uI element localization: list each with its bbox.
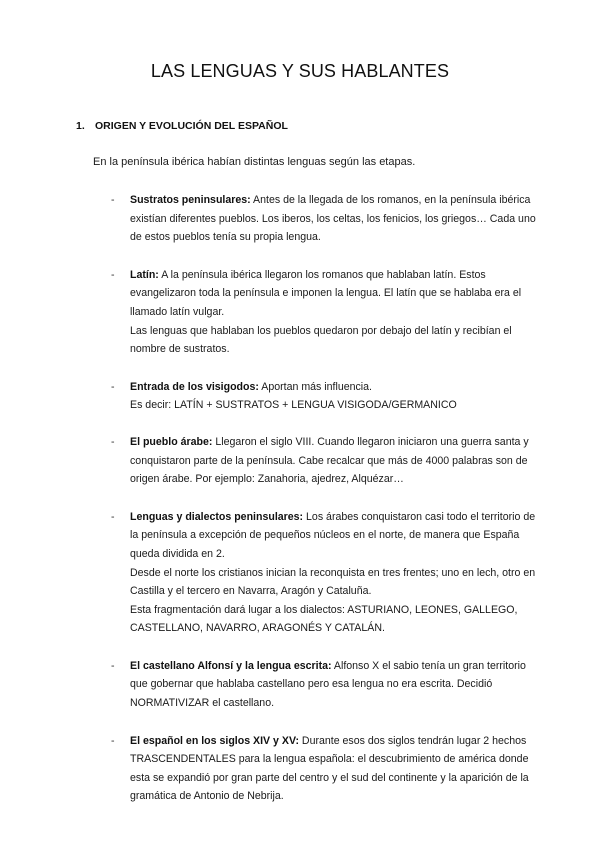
bullet-dash: - — [111, 734, 115, 747]
bullet-extra-paragraph: Desde el norte los cristianos inician la reconquista en tres frentes; uno en lech, otro en Castilla y el tercero en Navarra, Aragón y Cataluña. — [130, 566, 536, 598]
bullet-dash: - — [111, 510, 115, 523]
bullet-term: Latín: — [130, 268, 159, 281]
bullet-dash: - — [111, 435, 115, 448]
list-item — [111, 508, 543, 638]
section-number: 1. — [76, 120, 85, 132]
bullet-paragraph — [130, 191, 543, 247]
bullet-text: Aportan más influencia. — [258, 380, 372, 393]
bullet-text: A la península ibérica llegaron los romanos que hablaban latín. Estos evangelizaron toda la península e imponen la lengua. El latín que se hablaba era el llamado latín vulgar. — [130, 268, 522, 318]
list-item — [111, 266, 543, 359]
section-title: ORIGEN Y EVOLUCIÓN DEL ESPAÑOL — [95, 120, 288, 132]
bullet-term: El pueblo árabe: — [130, 435, 213, 448]
section-heading — [76, 120, 288, 132]
list-item — [111, 378, 543, 415]
bullet-text: Durante esos dos siglos tendrán lugar 2 hechos TRASCENDENTALES para la lengua española: el descubrimiento de américa donde esta se expandió por gran parte del centro y el sud del continente y la aparición de la gramática de Antonio de Nebrija. — [130, 734, 529, 803]
bullet-term: El español en los siglos XIV y XV: — [130, 734, 299, 747]
list-item — [111, 732, 543, 806]
bullet-text: Alfonso X el sabio tenía un gran territorio que gobernar que hablaba castellano pero esa lengua no era escrita. Decidió NORMATIVIZAR el castellano. — [130, 659, 526, 710]
bullet-list — [111, 191, 543, 806]
bullet-dash: - — [111, 659, 115, 672]
document-title: LAS LENGUAS Y SUS HABLANTES — [150, 61, 450, 81]
bullet-paragraph — [130, 732, 543, 806]
bullet-extra-paragraph: Esta fragmentación dará lugar a los dialectos: ASTURIANO, LEONES, GALLEGO, CASTELLANO, NAVARRO, ARAGONÉS Y CATALÁN. — [130, 603, 518, 635]
bullet-extra-paragraph: Las lenguas que hablaban los pueblos quedaron por debajo del latín y recibían el nombre de sustratos. — [130, 324, 512, 356]
bullet-term: Entrada de los visigodos: — [130, 380, 259, 393]
list-item — [111, 191, 543, 247]
bullet-text: Antes de la llegada de los romanos, en la península ibérica existían diferentes pueblos. Los iberos, los celtas, los fenicios, los griegos… Cada uno de estos pueblos tenía su propia lengua. — [130, 194, 536, 244]
bullet-paragraph — [130, 657, 543, 713]
intro-paragraph: En la península ibérica habían distintas lenguas según las etapas. — [93, 156, 416, 168]
bullet-dash: - — [111, 380, 115, 393]
bullet-paragraph — [130, 433, 543, 489]
bullet-text: Los árabes conquistaron casi todo el territorio de la península a excepción de pequeños núcleos en el norte, de manera que España queda dividida en 2. — [130, 510, 536, 560]
bullet-term: Sustratos peninsulares: — [130, 194, 251, 206]
bullet-term: Lenguas y dialectos peninsulares: — [130, 510, 304, 523]
bullet-dash: - — [111, 268, 115, 281]
bullet-text: Llegaron el siglo VIII. Cuando llegaron iniciaron una guerra santa y conquistaron parte de la península. Cabe recalcar que más de 4000 palabras son de origen árabe. Por ejemplo: Zanahoria, ajedrez, Alquézar… — [130, 435, 529, 486]
bullet-paragraph — [130, 378, 543, 397]
bullet-paragraph — [130, 266, 543, 322]
bullet-dash: - — [111, 194, 115, 206]
bullet-extra-paragraph: Es decir: LATÍN + SUSTRATOS + LENGUA VISIGODA/GERMANICO — [130, 399, 457, 412]
list-item — [111, 657, 543, 713]
list-item — [111, 433, 543, 489]
bullet-term: El castellano Alfonsí y la lengua escrita: — [130, 659, 332, 672]
bullet-paragraph — [130, 508, 543, 564]
